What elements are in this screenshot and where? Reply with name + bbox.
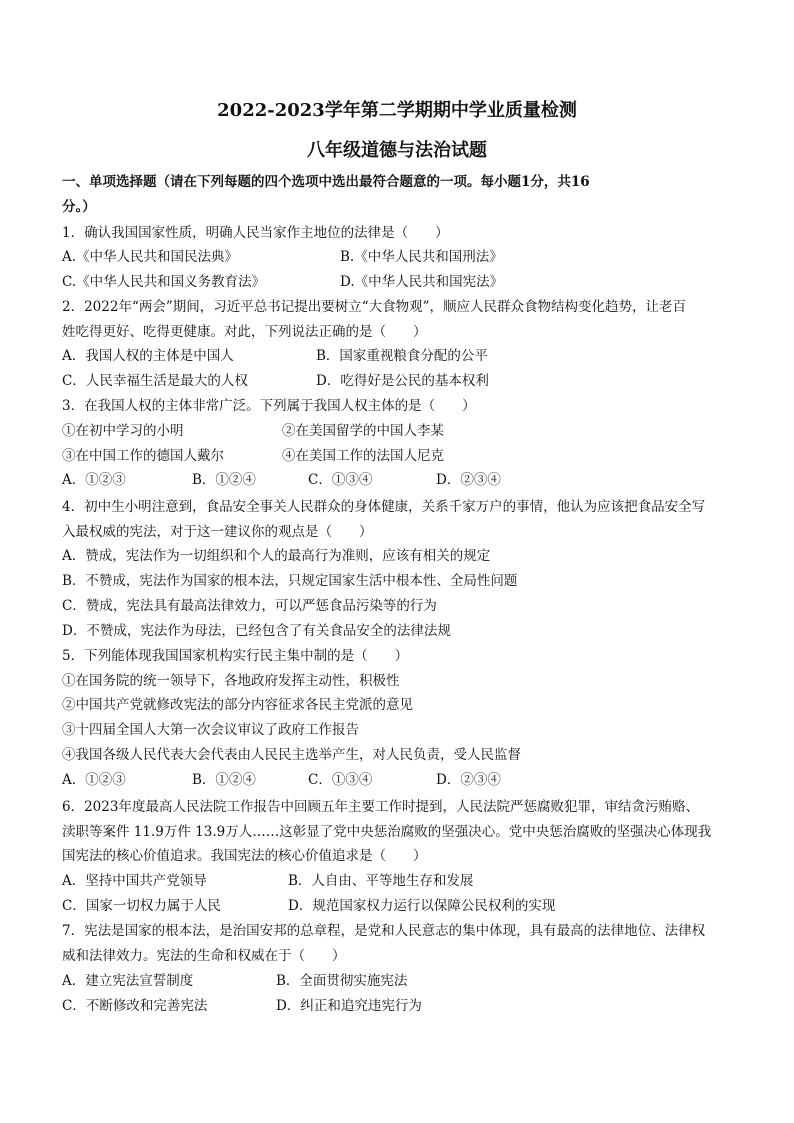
- question-3-option-d: D．②③④: [436, 472, 501, 488]
- question-5-item-1: ①在国务院的统一领导下，各地政府发挥主动性，积极性: [62, 673, 400, 689]
- question-1-stem: 1．确认我国国家性质，明确人民当家作主地位的法律是（ ）: [62, 225, 449, 241]
- question-7-option-b: B．全面贯彻实施宪法: [276, 973, 408, 989]
- question-2-option-a: A．我国人权的主体是中国人: [62, 348, 234, 364]
- question-2-stem: 2．2022年“两会”期间，习近平总书记提出要树立“大食物观”，顺应人民群众食物结构变化趋势，让老百: [62, 299, 687, 315]
- question-4-stem-cont: 入最权威的宪法，对于这一建议你的观点是（ ）: [62, 524, 373, 540]
- question-5-option-a: A．①②③: [62, 772, 126, 788]
- question-6-stem-cont-2: 国宪法的核心价值追求。我国宪法的核心价值追求是（ ）: [62, 848, 427, 864]
- question-5-stem: 5．下列能体现我国国家机构实行民主集中制的是（ ）: [62, 648, 409, 664]
- question-1-option-c: C.《中华人民共和国义务教育法》: [62, 274, 266, 290]
- question-6-option-c: C．国家一切权力属于人民: [62, 898, 221, 914]
- question-6-option-a: A．坚持中国共产党领导: [62, 873, 207, 889]
- question-4-option-a: A．赞成，宪法作为一切组织和个人的最高行为准则，应该有相关的规定: [62, 548, 491, 564]
- question-3-option-a: A．①②③: [62, 472, 126, 488]
- question-7-option-a: A．建立宪法宣誓制度: [62, 973, 194, 989]
- question-3-item-1: ①在初中学习的小明: [62, 423, 184, 439]
- question-5-option-d: D．②③④: [436, 772, 501, 788]
- question-5-item-2: ②中国共产党就修改宪法的部分内容征求各民主党派的意见: [62, 697, 413, 713]
- exam-title: 2022-2023学年第二学期期中学业质量检测: [217, 100, 577, 121]
- question-5-option-c: C．①③④: [308, 772, 373, 788]
- question-3-stem: 3．在我国人权的主体非常广泛。下列属于我国人权主体的是（ ）: [62, 398, 476, 414]
- question-3-item-4: ④在美国工作的法国人尼克: [282, 448, 444, 464]
- question-7-option-d: D．纠正和追究违宪行为: [276, 998, 422, 1014]
- question-5-item-4: ④我国各级人民代表大会代表由人民民主选举产生，对人民负责，受人民监督: [62, 747, 521, 763]
- question-5-item-3: ③十四届全国人大第一次会议审议了政府工作报告: [62, 722, 359, 738]
- question-4-option-c: C．赞成，宪法具有最高法律效力，可以严惩食品污染等的行为: [62, 598, 437, 614]
- section-heading: 一、单项选择题（请在下列每题的四个选项中选出最符合题意的一项。每小题1分，共16: [62, 174, 590, 190]
- question-6-stem-cont: 渎职等案件 11.9万件 13.9万人……这彰显了党中央惩治腐败的坚强决心。党中央惩治腐败的坚强决心体现我: [62, 824, 712, 840]
- question-2-option-c: C．人民幸福生活是最大的人权: [62, 373, 248, 389]
- question-7-stem: 7．宪法是国家的根本法，是治国安邦的总章程，是党和人民意志的集中体现，具有最高的法律地位、法律权: [62, 923, 706, 939]
- section-heading-cont: 分。）: [62, 199, 96, 215]
- question-7-option-c: C．不断修改和完善宪法: [62, 998, 208, 1014]
- question-1-option-b: B.《中华人民共和国刑法》: [340, 249, 503, 265]
- question-1-option-d: D.《中华人民共和国宪法》: [340, 274, 504, 290]
- question-2-option-d: D．吃得好是公民的基本权利: [316, 373, 489, 389]
- question-5-option-b: B．①②④: [192, 772, 256, 788]
- question-3-option-c: C．①③④: [308, 472, 373, 488]
- question-6-stem: 6．2023年度最高人民法院工作报告中回顾五年主要工作时提到，人民法院严惩腐败犯罪，审结贪污贿赂、: [62, 799, 699, 815]
- question-4-stem: 4．初中生小明注意到，食品安全事关人民群众的身体健康，关系千家万户的事情，他认为应该把食品安全写: [62, 499, 706, 515]
- question-4-option-b: B．不赞成，宪法作为国家的根本法，只规定国家生活中根本性、全局性问题: [62, 573, 518, 589]
- question-2-option-b: B．国家重视粮食分配的公平: [316, 348, 488, 364]
- exam-subtitle: 八年级道德与法治试题: [307, 140, 487, 161]
- question-4-option-d: D．不赞成，宪法作为母法，已经包含了有关食品安全的法律法规: [62, 623, 451, 639]
- question-7-stem-cont: 威和法律效力。宪法的生命和权威在于（ ）: [62, 948, 346, 964]
- question-6-option-d: D．规范国家权力运行以保障公民权利的实现: [288, 898, 556, 914]
- question-2-stem-cont: 姓吃得更好、吃得更健康。对此，下列说法正确的是（ ）: [62, 324, 427, 340]
- question-3-option-b: B．①②④: [192, 472, 256, 488]
- question-6-option-b: B．人自由、平等地生存和发展: [288, 873, 474, 889]
- question-1-option-a: A.《中华人民共和国民法典》: [62, 249, 239, 265]
- question-3-item-3: ③在中国工作的德国人戴尔: [62, 448, 224, 464]
- question-3-item-2: ②在美国留学的中国人李某: [282, 423, 444, 439]
